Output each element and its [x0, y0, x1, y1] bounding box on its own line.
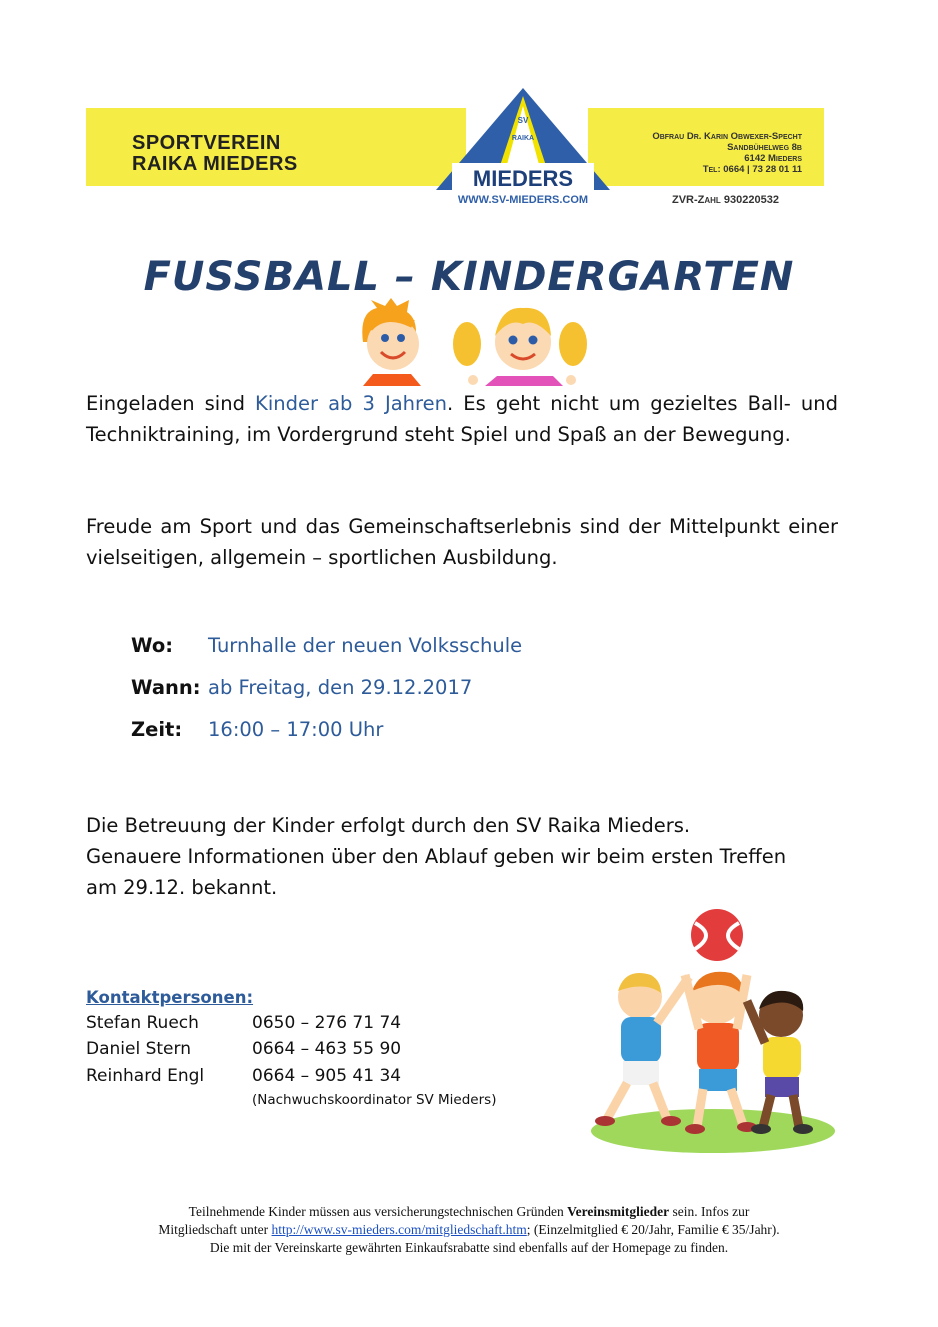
club-name-line1: SPORTVEREIN: [132, 132, 281, 154]
page-title: FUSSBALL – KINDERGARTEN: [143, 254, 795, 300]
location-value: Turnhalle der neuen Volksschule: [208, 634, 523, 657]
contact-name: Stefan Ruech: [86, 1013, 199, 1033]
club-logo: [432, 86, 614, 208]
ball: [691, 909, 743, 961]
contact-name: Daniel Stern: [86, 1039, 191, 1059]
footer-line-2: [60, 1221, 878, 1239]
membership-link[interactable]: http://www.sv-mieders.com/mitgliedschaft.htm: [271, 1222, 527, 1237]
club-name-line2: RAIKA MIEDERS: [132, 153, 298, 175]
contact-phone: 0664 – 463 55 90: [252, 1039, 402, 1059]
contacts-heading: Kontaktpersonen:: [86, 988, 254, 1007]
time-label: Zeit:: [131, 718, 183, 741]
logo-raika-text: RAIKA: [511, 135, 535, 142]
intro-text: . Es geht nicht um gezieltes Ball- und Techniktraining, im Vordergrund steht Spiel und Spaß an der Bewegung.: [86, 392, 838, 446]
contact-phone: 0664 – 905 41 34: [252, 1066, 402, 1086]
info-paragraph: [86, 810, 786, 903]
footer-text: sein. Infos zur: [669, 1204, 750, 1219]
club-name: [132, 133, 298, 175]
time-value: 16:00 – 17:00 Uhr: [208, 718, 384, 741]
intro-paragraph-1: [86, 388, 838, 450]
intro-paragraph-2: Freude am Sport und das Gemeinschaftserlebnis sind der Mittelpunkt einer vielseitigen, allgemein – sportlichen Ausbildung.: [86, 515, 838, 569]
contact-name: Reinhard Engl: [86, 1066, 205, 1086]
info-line: Genauere Informationen über den Ablauf geben wir beim ersten Treffen: [86, 845, 787, 868]
intro-text: Eingeladen sind: [86, 392, 256, 415]
contact-phone: 0650 – 276 71 74: [252, 1013, 402, 1033]
date-label: Wann:: [131, 676, 201, 699]
zvr-number: ZVR-Zahl 930220532: [672, 194, 779, 206]
club-address: [600, 131, 802, 175]
footer-notice: [60, 1203, 878, 1257]
address-line: Sandbühelweg 8b: [727, 142, 802, 153]
address-line: Obfrau Dr. Karin Obwexer-Specht: [652, 131, 802, 142]
footer-text: Teilnehmende Kinder müssen aus versicherungstechnischen Gründen: [188, 1204, 568, 1219]
footer-line-3: Die mit der Vereinskarte gewährten Einkaufsrabatte sind ebenfalls auf der Homepage zu finden.: [209, 1240, 729, 1255]
location-label: Wo:: [131, 634, 174, 657]
address-line: 6142 Mieders: [744, 153, 802, 164]
logo-sv-text: SV: [517, 116, 529, 125]
info-line: Die Betreuung der Kinder erfolgt durch den SV Raika Mieders.: [86, 814, 691, 837]
address-line: Tel: 0664 | 73 28 01 11: [702, 164, 802, 175]
footer-text: ; (Einzelmitglied € 20/Jahr, Familie € 35/Jahr).: [526, 1222, 780, 1237]
kids-playing-illustration: [585, 905, 837, 1157]
age-highlight: Kinder ab 3 Jahren: [255, 392, 447, 415]
logo-website-text: WWW.SV-MIEDERS.COM: [457, 194, 589, 206]
footer-line-1: [60, 1203, 878, 1221]
footer-membership-bold: Vereinsmitglieder: [567, 1204, 670, 1219]
kids-faces-illustration: [355, 298, 590, 386]
info-line: am 29.12. bekannt.: [86, 876, 278, 899]
date-value: ab Freitag, den 29.12.2017: [208, 676, 473, 699]
contact-note: (Nachwuchskoordinator SV Mieders): [252, 1092, 497, 1108]
logo-name-text: MIEDERS: [472, 166, 574, 191]
footer-text: Mitgliedschaft unter: [158, 1222, 272, 1237]
